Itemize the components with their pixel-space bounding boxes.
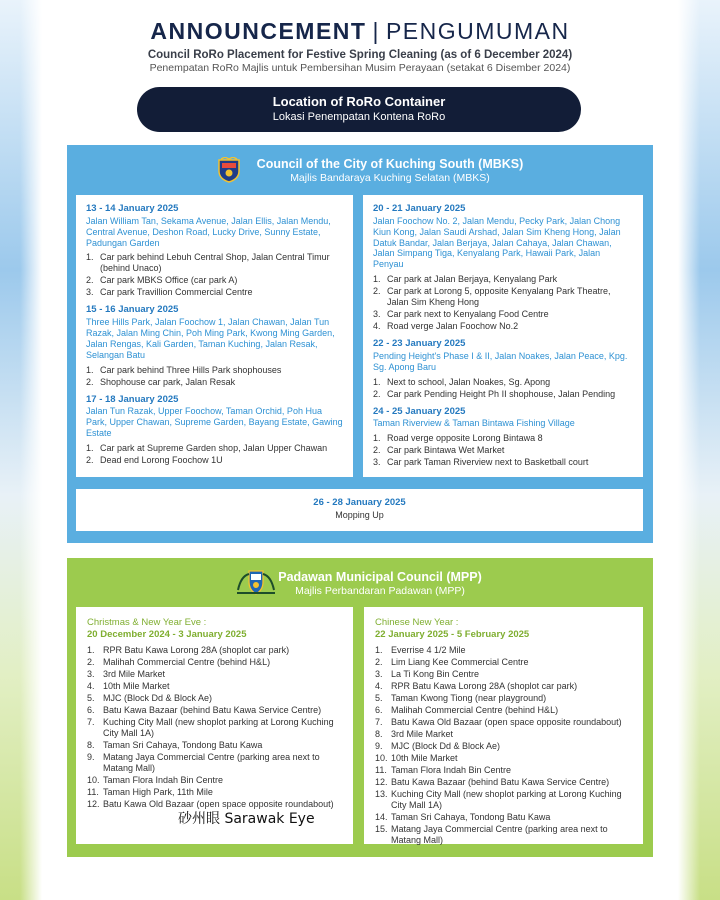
item-text: Kuching City Mall (new shoplot parking at Lorong Kuching City Mall 1A) — [103, 716, 334, 738]
location-list — [86, 443, 343, 466]
location-banner — [137, 87, 581, 132]
mbks-heading — [67, 157, 653, 184]
item-text: 10th Mile Market — [391, 752, 458, 763]
schedule-block — [373, 338, 633, 399]
list-item — [86, 287, 343, 298]
item-text: Next to school, Jalan Noakes, Sg. Apong — [387, 376, 551, 387]
item-number: 15. — [375, 823, 388, 834]
list-item — [375, 729, 632, 740]
item-text: 3rd Mile Market — [103, 669, 166, 680]
item-text: Batu Kawa Old Bazaar (open space opposite roundabout) — [391, 716, 622, 727]
item-number: 2. — [375, 657, 383, 668]
list-item — [375, 705, 632, 716]
mbks-panel — [67, 145, 653, 543]
schedule-roads: Three Hills Park, Jalan Foochow 1, Jalan Chawan, Jalan Tun Razak, Jalan Ming Chin, Poh Ming Park, Kwong Ming Garden, Jalan Rengas, Kali Garden, Taman Kuching, Jalan Resak, Selangan Batu — [86, 316, 335, 360]
list-item — [375, 669, 632, 680]
item-text: Taman Sri Cahaya, Tondong Batu Kawa — [103, 739, 263, 750]
item-number: 2. — [86, 376, 94, 387]
schedule-roads: Jalan William Tan, Sekama Avenue, Jalan Ellis, Jalan Mendu, Central Avenue, Deshon Road, Lucky Drive, Sunny Estate, Padungan Garden — [86, 215, 331, 248]
item-text: Dead end Lorong Foochow 1U — [100, 455, 223, 466]
list-item — [87, 740, 342, 751]
item-text: Taman High Park, 11th Mile — [103, 786, 213, 797]
subtitle-malay: Penempatan RoRo Majlis untuk Pembersihan Musim Perayaan (setakat 6 Disember 2024) — [149, 62, 571, 74]
item-number: 2. — [373, 388, 381, 399]
list-item — [87, 669, 342, 680]
item-text: Matang Jaya Commercial Centre (parking area next to Matang Mall) — [391, 823, 608, 845]
mpp-name-english: Padawan Municipal Council (MPP) — [278, 570, 482, 584]
list-item — [87, 775, 342, 786]
schedule-block — [373, 203, 633, 332]
announcement-header — [0, 18, 720, 74]
list-item — [86, 443, 343, 454]
item-text: Car park next to Kenyalang Food Centre — [387, 309, 549, 320]
item-text: RPR Batu Kawa Lorong 28A (shoplot car park) — [391, 681, 578, 692]
item-text: Car park at Lorong 5, opposite Kenyalang Park Theatre, Jalan Sim Kheng Hong — [387, 286, 611, 308]
mopping-up-date: 26 - 28 January 2025 — [313, 497, 406, 508]
item-number: 4. — [375, 681, 383, 692]
item-number: 5. — [375, 693, 383, 704]
item-number: 12. — [375, 776, 388, 787]
list-item — [87, 693, 342, 704]
item-number: 10. — [87, 774, 100, 785]
item-text: Malihah Commercial Centre (behind H&L) — [391, 705, 559, 715]
sarawak-eye-watermark: 砂州眼 Sarawak Eye — [178, 811, 315, 827]
item-number: 1. — [375, 645, 383, 656]
item-number: 1. — [86, 443, 94, 454]
schedule-block — [86, 203, 343, 298]
item-text: Everrise 4 1/2 Mile — [391, 645, 466, 656]
schedule-roads: Taman Riverview & Taman Bintawa Fishing Village — [373, 418, 575, 429]
subtitle-english: Council RoRo Placement for Festive Spring Cleaning (as of 6 December 2024) — [147, 49, 573, 61]
list-item — [86, 377, 343, 388]
item-text: RPR Batu Kawa Lorong 28A (shoplot car park) — [103, 645, 290, 656]
item-number: 11. — [375, 764, 387, 775]
item-text: Road verge opposite Lorong Bintawa 8 — [387, 433, 543, 444]
location-list — [87, 645, 342, 810]
item-number: 1. — [87, 645, 95, 656]
list-item — [375, 681, 632, 692]
item-number: 5. — [87, 693, 95, 704]
list-item — [375, 789, 632, 811]
mpp-chinese-new-year-card — [364, 607, 643, 844]
schedule-date: 22 - 23 January 2025 — [373, 338, 466, 350]
list-item — [86, 365, 343, 376]
mpp-heading — [67, 570, 653, 597]
list-item — [373, 389, 633, 400]
list-item — [87, 681, 342, 692]
item-text: 10th Mile Market — [103, 681, 170, 692]
item-number: 1. — [86, 364, 94, 375]
item-number: 9. — [87, 751, 95, 762]
item-number: 1. — [86, 252, 94, 263]
christmas-title: Christmas & New Year Eve : — [87, 617, 207, 628]
mbks-name-english: Council of the City of Kuching South (MBKS) — [256, 157, 524, 171]
mbks-right-card — [363, 195, 643, 477]
mpp-panel — [67, 558, 653, 857]
schedule-date: 24 - 25 January 2025 — [373, 405, 466, 417]
schedule-date: 13 - 14 January 2025 — [86, 203, 179, 214]
list-item — [373, 274, 633, 285]
location-list — [86, 252, 343, 298]
left-edge-decoration — [0, 0, 42, 900]
location-list — [373, 274, 633, 332]
list-item — [375, 741, 632, 752]
list-item — [375, 777, 632, 788]
list-item — [375, 717, 632, 728]
item-number: 3. — [87, 669, 95, 680]
page-title — [0, 18, 720, 45]
item-text: Batu Kawa Old Bazaar (open space opposite roundabout) — [103, 798, 334, 809]
list-item — [373, 377, 633, 388]
item-text: Car park at Jalan Berjaya, Kenyalang Park — [387, 274, 558, 285]
schedule-date: 17 - 18 January 2025 — [86, 393, 179, 405]
schedule-block — [86, 394, 343, 466]
item-number: 11. — [87, 786, 99, 797]
schedule-roads: Jalan Tun Razak, Upper Foochow, Taman Orchid, Poh Hua Park, Upper Chawan, Supreme Garden, Bayang Estate, Gawing Estate — [86, 406, 343, 439]
item-number: 1. — [373, 433, 381, 444]
location-banner-subtitle: Lokasi Penempatan Kontena RoRo — [272, 111, 446, 123]
list-item — [375, 753, 632, 764]
mopping-up-label: Mopping Up — [335, 510, 384, 520]
location-list — [86, 365, 343, 388]
schedule-date: 15 - 16 January 2025 — [86, 304, 179, 316]
item-text: Lim Liang Kee Commercial Centre — [391, 657, 529, 668]
item-text: Shophouse car park, Jalan Resak — [100, 376, 236, 387]
schedule-roads: Pending Height's Phase I & II, Jalan Noakes, Jalan Peace, Kpg. Sg. Apong Baru — [373, 350, 628, 372]
item-number: 6. — [87, 705, 95, 715]
item-text: Car park Travillion Commercial Centre — [100, 287, 253, 298]
item-text: Car park Taman Riverview next to Basketball court — [387, 457, 589, 468]
list-item — [86, 275, 343, 286]
title-separator: | — [372, 18, 380, 44]
item-text: Car park Bintawa Wet Market — [387, 445, 505, 456]
item-text: Taman Sri Cahaya, Tondong Batu Kawa — [391, 811, 551, 822]
item-number: 7. — [87, 716, 95, 727]
list-item — [375, 824, 632, 846]
location-banner-title: Location of RoRo Container — [272, 94, 446, 109]
item-number: 13. — [375, 788, 388, 799]
list-item — [87, 705, 342, 716]
item-number: 10. — [375, 752, 388, 763]
list-item — [375, 645, 632, 656]
location-list — [375, 645, 632, 845]
location-list — [373, 433, 633, 468]
item-number: 3. — [86, 287, 94, 298]
list-item — [87, 717, 342, 739]
schedule-date: 20 - 21 January 2025 — [373, 203, 466, 214]
item-text: Kuching City Mall (new shoplot parking at Lorong Kuching City Mall 1A) — [391, 788, 622, 810]
item-number: 2. — [86, 275, 94, 286]
item-text: Taman Flora Indah Bin Centre — [103, 774, 224, 785]
item-text: Taman Kwong Tiong (near playground) — [391, 693, 547, 704]
item-number: 4. — [87, 681, 95, 692]
item-number: 3. — [373, 457, 381, 468]
list-item — [375, 765, 632, 776]
schedule-block — [86, 304, 343, 387]
cny-date: 22 January 2025 - 5 February 2025 — [375, 628, 530, 640]
list-item — [373, 433, 633, 444]
list-item — [373, 309, 633, 320]
item-text: Car park at Supreme Garden shop, Jalan Upper Chawan — [100, 443, 328, 454]
schedule-roads: Jalan Foochow No. 2, Jalan Mendu, Pecky Park, Jalan Chong Kiun Kong, Jalan Saudi Arshad, Jalan Sim Kheng Hong, Jalan Datuk Bandar, Jalan Berjaya, Jalan Cahaya, Jalan Chawan, Jalan Simpang Tiga, Kenyalang Park, Hawaii Park, Jalan Penyau — [373, 215, 621, 270]
list-item — [375, 693, 632, 704]
christmas-date: 20 December 2024 - 3 January 2025 — [87, 628, 247, 640]
item-number: 3. — [375, 669, 383, 680]
item-text: Road verge Jalan Foochow No.2 — [387, 321, 519, 332]
item-text: Batu Kawa Bazaar (behind Batu Kawa Service Centre) — [391, 776, 610, 787]
right-edge-decoration — [678, 0, 720, 900]
cny-title: Chinese New Year : — [375, 617, 459, 628]
list-item — [375, 812, 632, 823]
item-text: Car park Pending Height Ph II shophouse, Jalan Pending — [387, 388, 616, 399]
list-item — [373, 445, 633, 456]
item-number: 2. — [86, 455, 94, 466]
list-item — [86, 252, 343, 274]
item-text: Matang Jaya Commercial Centre (parking area next to Matang Mall) — [103, 751, 320, 773]
mbks-left-card — [76, 195, 353, 477]
mpp-name-malay: Majlis Perbandaran Padawan (MPP) — [295, 585, 465, 597]
item-text: 3rd Mile Market — [391, 728, 454, 739]
item-number: 12. — [87, 798, 100, 809]
item-text: La Ti Kong Bin Centre — [391, 669, 480, 680]
item-number: 2. — [87, 657, 95, 668]
item-text: MJC (Block Dd & Block Ae) — [103, 693, 213, 704]
item-text: Batu Kawa Bazaar (behind Batu Kawa Service Centre) — [103, 705, 322, 715]
mopping-up-card — [76, 489, 643, 531]
item-text: Malihah Commercial Centre (behind H&L) — [103, 657, 271, 668]
list-item — [373, 457, 633, 468]
mbks-name-malay: Majlis Bandaraya Kuching Selatan (MBKS) — [290, 172, 490, 184]
item-number: 3. — [373, 309, 381, 320]
item-number: 9. — [375, 740, 383, 751]
item-number: 7. — [375, 716, 383, 727]
list-item — [87, 752, 342, 774]
list-item — [87, 645, 342, 656]
item-text: Taman Flora Indah Bin Centre — [391, 764, 512, 775]
item-number: 4. — [373, 321, 381, 332]
list-item — [87, 657, 342, 668]
item-number: 1. — [373, 376, 381, 387]
item-number: 8. — [375, 728, 383, 739]
item-text: Car park behind Three Hills Park shophouses — [100, 364, 282, 375]
item-text: MJC (Block Dd & Block Ae) — [391, 740, 501, 751]
list-item — [373, 286, 633, 308]
title-announcement: ANNOUNCEMENT — [150, 18, 367, 44]
list-item — [375, 657, 632, 668]
list-item — [87, 787, 342, 798]
item-number: 2. — [373, 286, 381, 297]
item-number: 2. — [373, 445, 381, 456]
item-number: 6. — [375, 705, 383, 715]
item-text: Car park behind Lebuh Central Shop, Jalan Central Timur (behind Unaco) — [100, 252, 330, 274]
item-number: 1. — [373, 274, 381, 285]
list-item — [86, 455, 343, 466]
list-item — [373, 321, 633, 332]
item-number: 8. — [87, 739, 95, 750]
title-pengumuman: PENGUMUMAN — [385, 18, 570, 44]
item-number: 14. — [375, 811, 388, 822]
schedule-block — [373, 406, 633, 468]
location-list — [373, 377, 633, 400]
item-text: Car park MBKS Office (car park A) — [100, 275, 238, 286]
